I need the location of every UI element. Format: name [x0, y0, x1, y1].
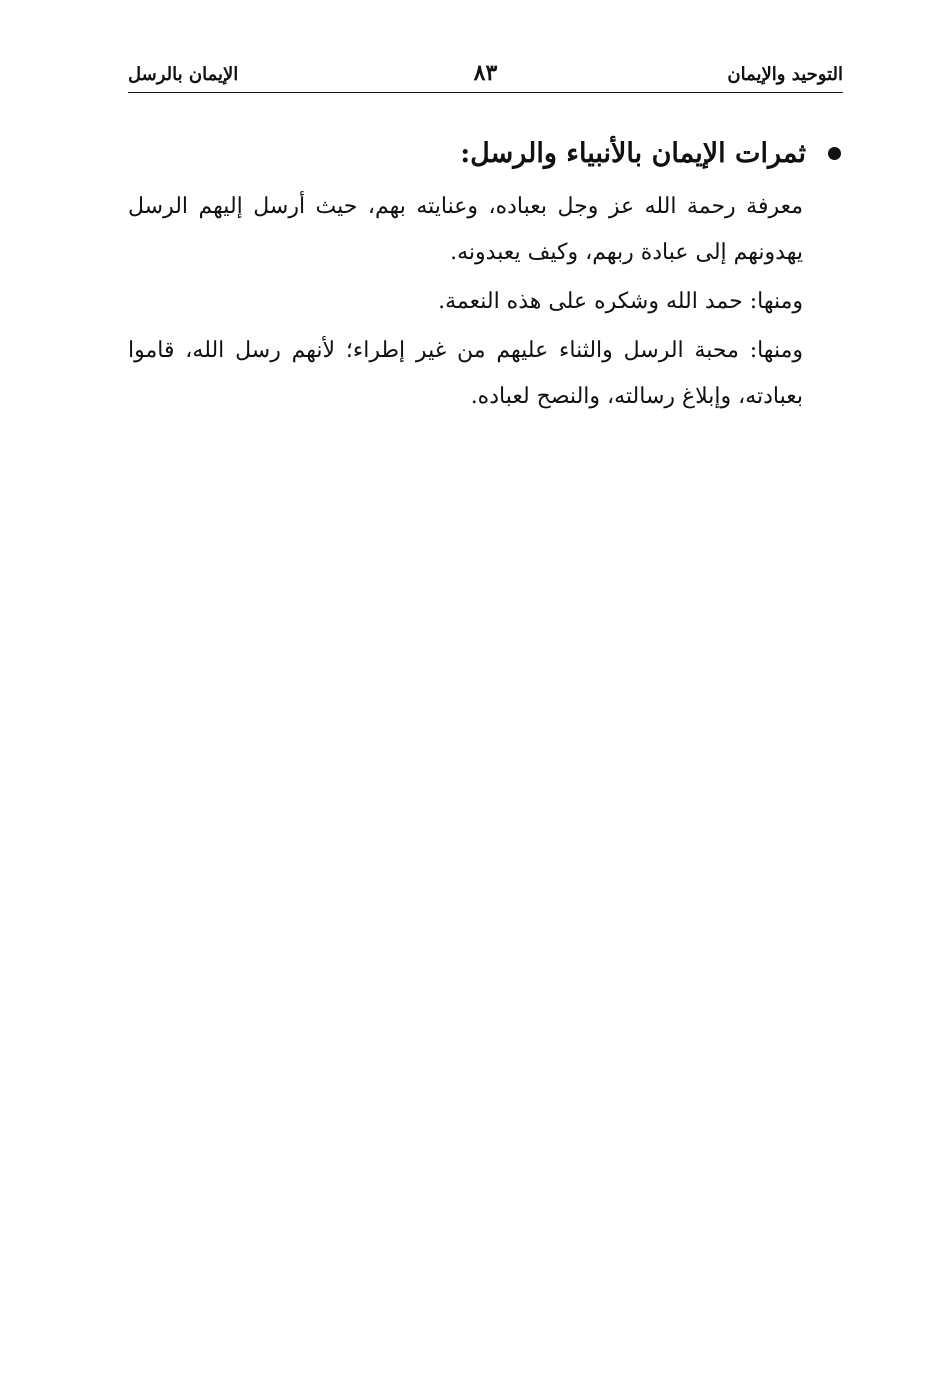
- paragraph-2: ومنها: حمد الله وشكره على هذه النعمة.: [438, 289, 803, 314]
- bullet-icon: [828, 147, 841, 160]
- book-title: التوحيد والإيمان: [727, 64, 843, 85]
- paragraph-3: ومنها: محبة الرسل والثناء عليهم من غير إطراء؛ لأنهم رسل الله، قاموا بعبادته، وإبلاغ رسالته، والنصح لعباده.: [128, 338, 803, 409]
- chapter-title: الإيمان بالرسل: [128, 64, 239, 85]
- section-heading: [128, 128, 843, 178]
- running-header: [128, 60, 843, 93]
- section-heading-text: ثمرات الإيمان بالأنبياء والرسل:: [460, 137, 806, 169]
- page-number: ٨٣: [473, 60, 498, 86]
- page-body: [128, 128, 843, 423]
- header-divider: [128, 92, 843, 93]
- paragraph-1: معرفة رحمة الله عز وجل بعباده، وعنايته بهم، حيث أرسل إليهم الرسل يهدونهم إلى عبادة ربهم، وكيف يعبدونه.: [128, 194, 803, 265]
